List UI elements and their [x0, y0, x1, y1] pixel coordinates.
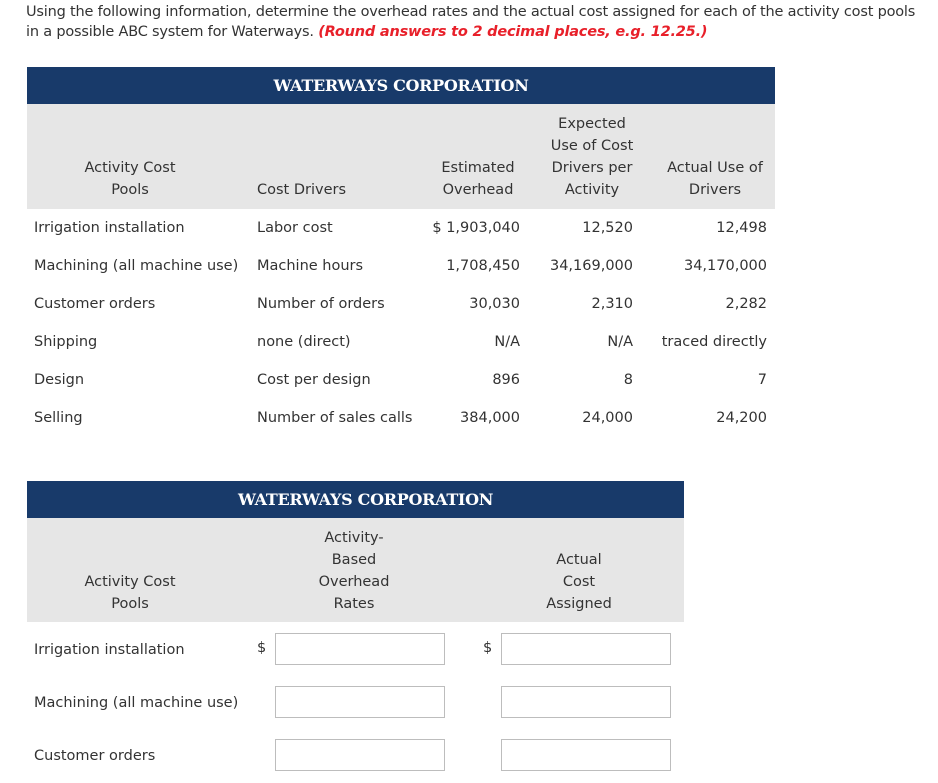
table1-header-expected [537, 113, 647, 201]
table2-title: WATERWAYS CORPORATION [238, 490, 494, 509]
pool-cell: Irrigation installation [34, 220, 185, 236]
actual-cell: 34,170,000 [683, 258, 767, 274]
driver-cell: none (direct) [257, 334, 351, 350]
table2-header-rates [294, 527, 414, 615]
actual-cell: 24,200 [716, 410, 767, 426]
instructions [26, 2, 931, 42]
expected-cell: 34,169,000 [549, 258, 633, 274]
actual-cell: 12,498 [716, 220, 767, 236]
table1-header-overhead [428, 157, 528, 201]
header-line: Activity [564, 182, 620, 198]
currency-symbol: $ [257, 640, 267, 656]
table1-header-pools [70, 157, 190, 201]
header-line: Activity Cost [84, 574, 176, 590]
actual-cell: traced directly [661, 334, 767, 350]
table2-header-cost [519, 549, 639, 615]
expected-cell: 24,000 [582, 410, 633, 426]
header-line: Pools [111, 182, 149, 198]
actual-cell: 7 [757, 372, 767, 388]
header-line: Pools [111, 596, 149, 612]
pool-cell: Selling [34, 410, 83, 426]
driver-cell: Machine hours [257, 258, 364, 274]
header-line: Expected [558, 116, 626, 132]
pool-cell: Customer orders [34, 748, 156, 764]
pool-cell: Shipping [34, 334, 98, 350]
header-line: Activity- [324, 530, 384, 546]
driver-cell: Labor cost [257, 220, 333, 236]
overhead-cell: 1,708,450 [446, 258, 520, 274]
pool-cell: Machining (all machine use) [34, 258, 239, 274]
pool-cell: Customer orders [34, 296, 156, 312]
overhead-cell: N/A [494, 334, 520, 350]
header-line: Drivers per [551, 160, 633, 176]
overhead-cell: 30,030 [469, 296, 520, 312]
cost-assigned-input[interactable] [501, 686, 671, 718]
pool-cell: Machining (all machine use) [34, 695, 239, 711]
header-line: Activity Cost [84, 160, 176, 176]
overhead-cell: $ 1,903,040 [432, 220, 520, 236]
header-line: Use of Cost [550, 138, 634, 154]
expected-cell: 8 [623, 372, 633, 388]
table1-title-bar [27, 67, 775, 104]
pool-cell: Design [34, 372, 85, 388]
header-line: Rates [333, 596, 375, 612]
expected-cell: 12,520 [582, 220, 633, 236]
cost-assigned-input[interactable] [501, 739, 671, 771]
table2-header-pools [70, 571, 190, 615]
header-line: Overhead [318, 574, 390, 590]
overhead-rate-input[interactable] [275, 739, 445, 771]
header-line: Estimated [441, 160, 515, 176]
header-line: Overhead [442, 182, 514, 198]
driver-cell: Number of sales calls [257, 410, 413, 426]
rounding-note: (Round answers to 2 decimal places, e.g. 12.25.) [318, 24, 708, 40]
cost-assigned-input[interactable] [501, 633, 671, 665]
expected-cell: 2,310 [591, 296, 633, 312]
driver-cell: Number of orders [257, 296, 385, 312]
header-line: Cost Drivers [257, 182, 347, 198]
instructions-text: Using the following information, determine the overhead rates and the actual cost assigned for each of the activity cost pools in a possible ABC system for Waterways. [26, 4, 916, 40]
header-line: Based [331, 552, 377, 568]
header-line: Assigned [546, 596, 612, 612]
overhead-rate-input[interactable] [275, 686, 445, 718]
overhead-cell: 896 [492, 372, 520, 388]
driver-cell: Cost per design [257, 372, 371, 388]
header-line: Cost [562, 574, 596, 590]
header-line: Drivers [688, 182, 742, 198]
currency-symbol: $ [483, 640, 493, 656]
expected-cell: N/A [607, 334, 633, 350]
header-line: Actual [556, 552, 602, 568]
table2-title-bar [27, 481, 684, 518]
table1-title: WATERWAYS CORPORATION [273, 76, 529, 95]
overhead-cell: 384,000 [460, 410, 520, 426]
overhead-rate-input[interactable] [275, 633, 445, 665]
actual-cell: 2,282 [725, 296, 767, 312]
table1-header-drivers [257, 179, 417, 201]
pool-cell: Irrigation installation [34, 642, 185, 658]
header-line: Actual Use of [667, 160, 763, 176]
table1-header-actual [655, 157, 775, 201]
